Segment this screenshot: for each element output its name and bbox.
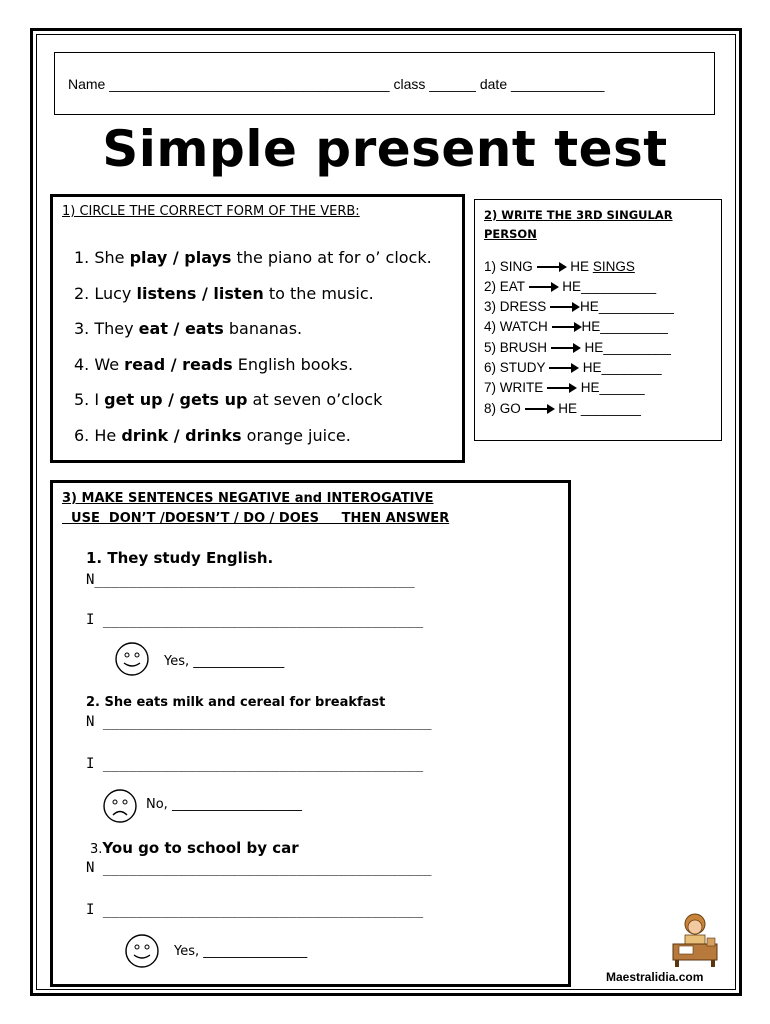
date-blank[interactable]: ____________ [511, 76, 605, 92]
negative-line[interactable]: N______________________________________ [86, 572, 415, 588]
section2-item: 1) SING HE SINGS [484, 259, 635, 274]
arrow-icon [525, 404, 555, 414]
date-label: date [479, 76, 508, 92]
answer-line[interactable]: Yes, ________________ [174, 944, 308, 959]
section1-item[interactable]: 1. She play / plays the piano at for o’ clock. [74, 248, 432, 267]
arrow-icon [551, 343, 581, 353]
section1-heading: 1) CIRCLE THE CORRECT FORM OF THE VERB: [62, 204, 360, 219]
class-blank[interactable]: ______ [429, 76, 476, 92]
arrow-icon [529, 282, 559, 292]
section2-item[interactable]: 2) EAT HE__________ [484, 279, 657, 294]
section2-item[interactable]: 4) WATCH HE_________ [484, 319, 668, 334]
arrow-icon [547, 383, 577, 393]
teacher-logo-icon [667, 908, 723, 968]
section1-item[interactable]: 5. I get up / gets up at seven o’clock [74, 390, 383, 409]
sad-face-icon [102, 788, 138, 824]
section3-heading-line2: USE DON’T /DOESN’T / DO / DOES THEN ANSWER [62, 511, 450, 526]
answer-line[interactable]: No, ____________________ [146, 797, 302, 812]
section2-heading: 2) WRITE THE 3RD SINGULAR PERSON [484, 208, 673, 241]
interrogative-line[interactable]: I ______________________________________ [86, 612, 424, 628]
smile-face-icon [114, 641, 150, 677]
class-label: class [393, 76, 426, 92]
question-label: 2. She eats milk and cereal for breakfast [86, 695, 386, 710]
arrow-icon [537, 262, 567, 272]
smile-face-icon [124, 933, 160, 969]
section2-item[interactable]: 3) DRESS HE__________ [484, 299, 674, 314]
section3-heading-line1: 3) MAKE SENTENCES NEGATIVE and INTEROGATIVE [62, 491, 434, 506]
section2-item[interactable]: 5) BRUSH HE_________ [484, 340, 671, 355]
negative-line[interactable]: N _______________________________________ [86, 860, 432, 876]
section1-item[interactable]: 3. They eat / eats bananas. [74, 319, 303, 338]
arrow-icon [552, 322, 582, 332]
question-label: 3.You go to school by car [90, 839, 299, 857]
section1-item[interactable]: 6. He drink / drinks orange juice. [74, 426, 351, 445]
section2-item[interactable]: 6) STUDY HE________ [484, 360, 662, 375]
arrow-icon [549, 363, 579, 373]
name-label: Name [68, 76, 106, 92]
negative-line[interactable]: N _______________________________________ [86, 714, 432, 730]
student-info-line [68, 76, 604, 92]
site-logo-text: Maestralidia.com [606, 970, 704, 984]
interrogative-line[interactable]: I ______________________________________ [86, 756, 424, 772]
name-blank[interactable]: ____________________________________ [109, 76, 390, 92]
section2-item[interactable]: 8) GO HE ________ [484, 401, 641, 416]
section2-item[interactable]: 7) WRITE HE______ [484, 380, 645, 395]
interrogative-line[interactable]: I ______________________________________ [86, 902, 424, 918]
section1-item[interactable]: 4. We read / reads English books. [74, 355, 354, 374]
question-label: 1. They study English. [86, 549, 274, 567]
section1-item[interactable]: 2. Lucy listens / listen to the music. [74, 284, 374, 303]
arrow-icon [550, 302, 580, 312]
answer-line[interactable]: Yes, ______________ [164, 654, 285, 669]
page-title: Simple present test [102, 120, 668, 178]
